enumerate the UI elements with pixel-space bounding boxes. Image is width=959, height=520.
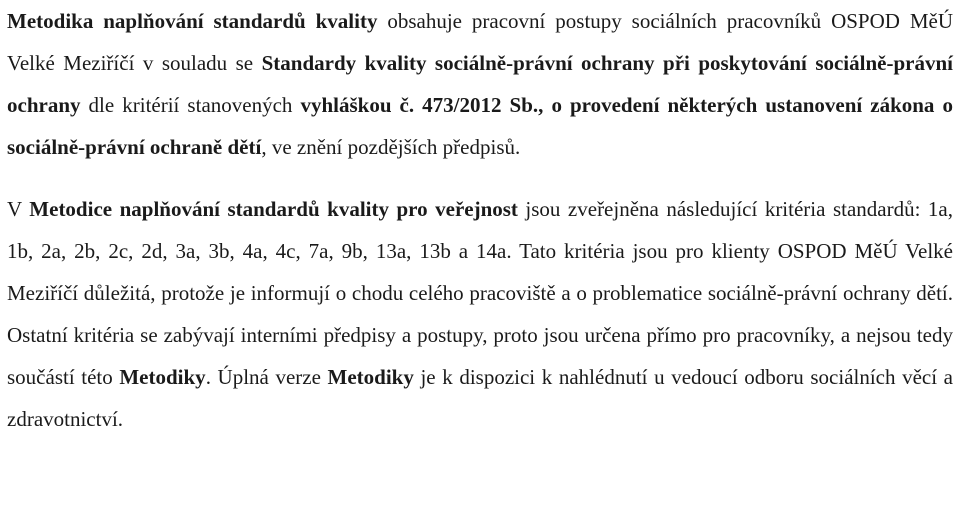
bold-term-decree: vyhláškou č. 473/2012 Sb., o provedení některých ustanovení zákona o sociálně-právní ochraně dětí bbox=[7, 93, 953, 159]
paragraph-intro bbox=[7, 0, 953, 168]
bold-term-public-methodology: Metodice naplňování standardů kvality pro veřejnost bbox=[29, 197, 518, 221]
document-page bbox=[7, 0, 953, 440]
text-run: obsahuje pracovní postupy sociálních pracovníků OSPOD MěÚ Velké Meziříčí v souladu se bbox=[7, 9, 953, 75]
text-run: V bbox=[7, 197, 30, 221]
text-run: jsou zveřejněna následující kritéria standardů: 1a, 1b, 2a, 2b, 2c, 2d, 3a, 3b, 4a, 4c, 7a, 9b, 13a, 13b a 14a. Tato kritéria jsou pro klienty OSPOD MěÚ Velké Meziříčí důležitá, protože je informují o chodu celého pracoviště a o problematice sociálně-právní ochrany dětí. Ostatní kritéria se zabývají interními předpisy a postupy, proto jsou určena přímo pro pracovníky, a nejsou tedy součástí této bbox=[7, 197, 953, 389]
paragraph-public-methodology bbox=[7, 188, 953, 440]
bold-term-standards: Standardy kvality sociálně-právní ochrany při poskytování sociálně-právní ochrany bbox=[7, 51, 953, 117]
text-run: je k dispozici k nahlédnutí u vedoucí odboru sociálních věcí a zdravotnictví. bbox=[7, 365, 953, 431]
bold-term-methodology-title: Metodika naplňování standardů kvality bbox=[7, 9, 378, 33]
text-run: . Úplná verze bbox=[205, 365, 328, 389]
bold-term-methodology: Metodiky bbox=[327, 365, 414, 389]
bold-term-methodology: Metodiky bbox=[119, 365, 206, 389]
text-run: , ve znění pozdějších předpisů. bbox=[261, 135, 521, 159]
text-run: dle kritérií stanovených bbox=[80, 93, 301, 117]
